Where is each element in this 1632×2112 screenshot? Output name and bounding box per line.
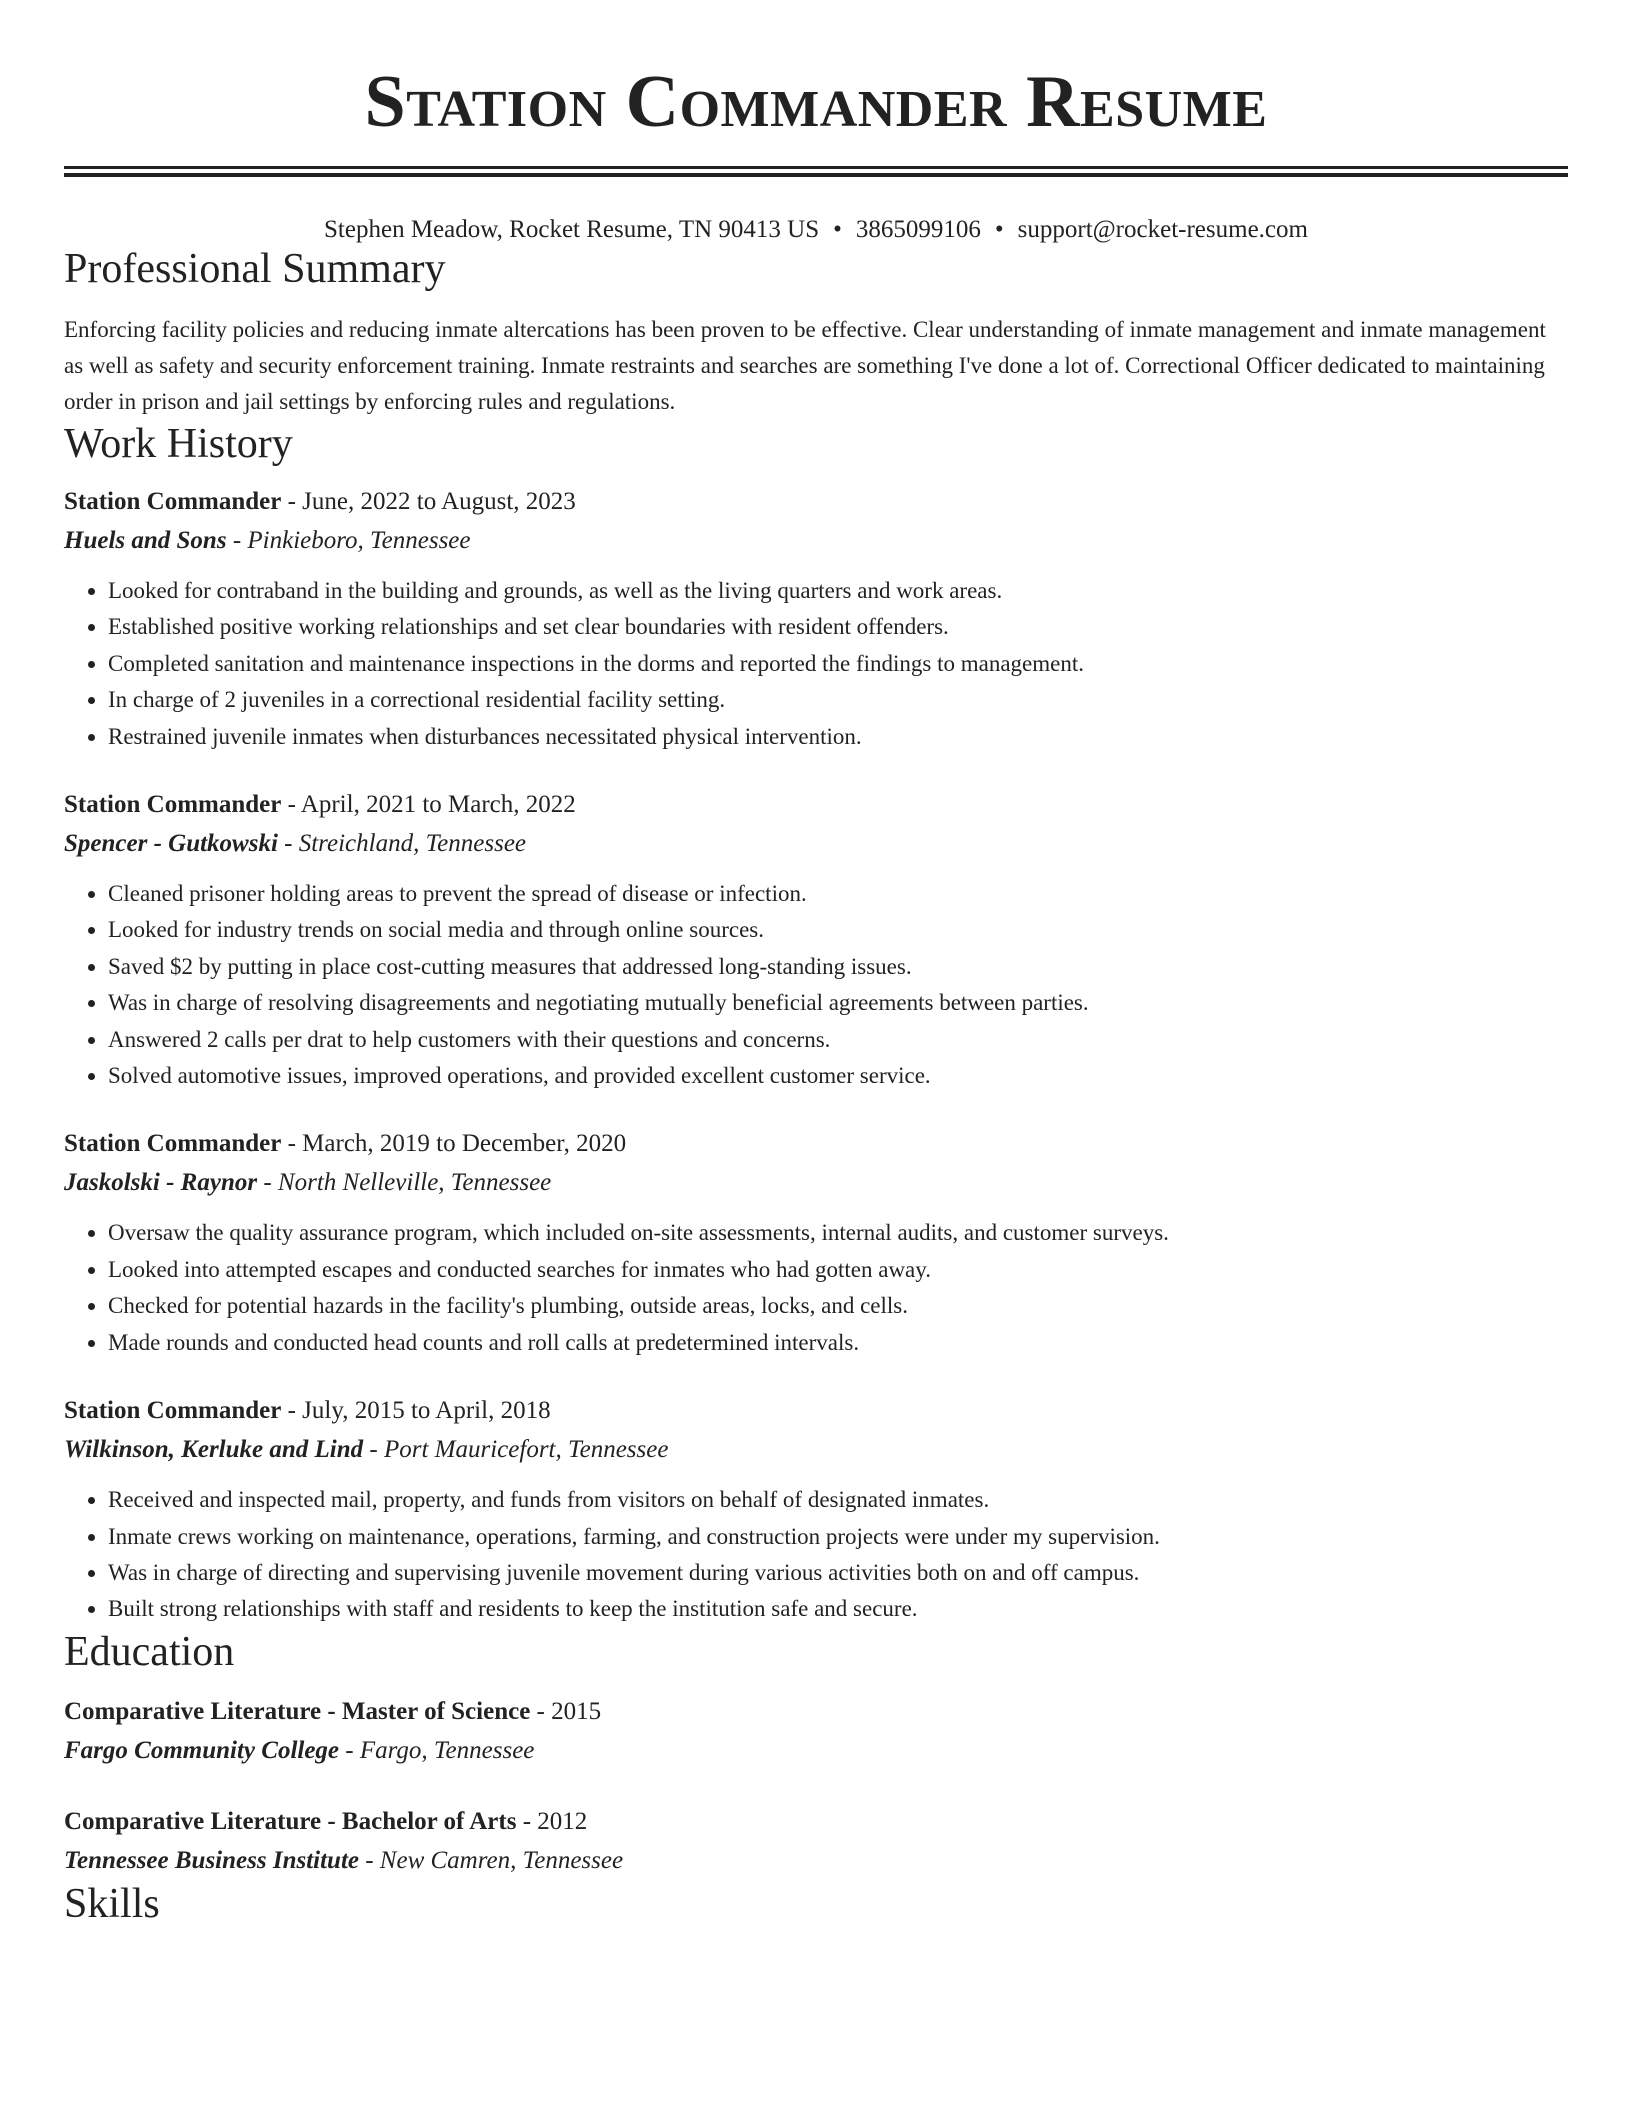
school-location: - New Camren, Tennessee	[365, 1846, 624, 1874]
job-duty-item: • Built strong relationships with staff and residents to keep the institution safe and secure.	[108, 1591, 1568, 1627]
job-duty-item: • In charge of 2 juveniles in a correctional residential facility setting.	[108, 682, 1568, 718]
employer-line	[64, 1164, 1568, 1202]
employer-location: - Port Mauricefort, Tennessee	[369, 1436, 669, 1464]
job-title: Station Commander	[64, 488, 282, 515]
employer-name: Jaskolski - Raynor	[64, 1169, 258, 1197]
job-title-line	[64, 1391, 1568, 1431]
employer-name: Wilkinson, Kerluke and Lind	[64, 1436, 364, 1464]
employer-name: Spencer - Gutkowski	[64, 830, 278, 858]
work-entry	[64, 1391, 1568, 1628]
summary-text: Enforcing facility policies and reducing inmate altercations has been proven to be effective. Clear understanding of inmate management and inmate management as well as safety and security enforcement training. Inmate restraints and searches are something I've done a lot of. Correctional Officer dedicated to maintaining order in prison and jail settings by enforcing rules and regulations.	[64, 317, 1546, 414]
job-dates: - July, 2015 to April, 2018	[287, 1397, 551, 1425]
job-dates: - March, 2019 to December, 2020	[287, 1130, 627, 1158]
job-duty-item: • Completed sanitation and maintenance inspections in the dorms and reported the findings to management.	[108, 646, 1568, 682]
job-duty-item: • Looked for contraband in the building and grounds, as well as the living quarters and work areas.	[108, 573, 1568, 609]
job-duty-item: • Restrained juvenile inmates when disturbances necessitated physical intervention.	[108, 719, 1568, 755]
job-duty-item: • Received and inspected mail, property, and funds from visitors on behalf of designated inmates.	[108, 1482, 1568, 1518]
work-entry	[64, 785, 1568, 1094]
job-dates: - April, 2021 to March, 2022	[287, 791, 576, 819]
employer-location: - Streichland, Tennessee	[284, 830, 527, 858]
job-title-line	[64, 482, 1568, 522]
degree-line	[64, 1692, 1568, 1732]
school-location: - Fargo, Tennessee	[345, 1736, 535, 1764]
degree-year: - 2012	[522, 1807, 588, 1835]
job-duty-item: • Cleaned prisoner holding areas to prevent the spread of disease or infection.	[108, 876, 1568, 912]
summary-heading: Professional Summary	[64, 246, 446, 292]
contact-separator: •	[994, 216, 1004, 243]
employer-line	[64, 1431, 1568, 1469]
degree-year: - 2015	[536, 1697, 602, 1725]
job-duty-item: • Was in charge of resolving disagreements and negotiating mutually beneficial agreements between parties.	[108, 985, 1568, 1021]
work-history-list	[64, 482, 1568, 1628]
resume-title: Station Commander Resume	[364, 61, 1268, 143]
job-title-line	[64, 785, 1568, 825]
job-duty-item: • Answered 2 calls per drat to help customers with their questions and concerns.	[108, 1022, 1568, 1058]
school-line	[64, 1842, 1568, 1880]
job-duty-item: • Established positive working relationships and set clear boundaries with resident offenders.	[108, 609, 1568, 645]
education-list	[64, 1692, 1568, 1880]
school-line	[64, 1732, 1568, 1770]
skills-heading: Skills	[64, 1880, 160, 1927]
job-title: Station Commander	[64, 1397, 282, 1425]
job-title: Station Commander	[64, 791, 282, 819]
job-duties-list	[64, 1215, 1568, 1361]
job-duty-item: • Oversaw the quality assurance program, which included on-site assessments, internal audits, and customer surveys.	[108, 1215, 1568, 1251]
job-duty-item: • Solved automotive issues, improved operations, and provided excellent customer service.	[108, 1058, 1568, 1094]
work-entry	[64, 482, 1568, 755]
contact-phone: 3865099106	[855, 216, 981, 243]
school-name: Fargo Community College	[64, 1736, 340, 1764]
employer-location: - North Nelleville, Tennessee	[263, 1169, 552, 1197]
job-duty-item: • Looked for industry trends on social media and through online sources.	[108, 912, 1568, 948]
employer-line	[64, 825, 1568, 863]
work-entry	[64, 1124, 1568, 1361]
school-name: Tennessee Business Institute	[64, 1846, 359, 1874]
contact-email: support@rocket-resume.com	[1017, 216, 1308, 243]
contact-address: Stephen Meadow, Rocket Resume, TN 90413 US	[324, 216, 820, 243]
education-heading: Education	[64, 1628, 235, 1675]
job-duties-list	[64, 1482, 1568, 1628]
contact-line	[64, 215, 1568, 245]
job-duty-item: • Inmate crews working on maintenance, operations, farming, and construction projects were under my supervision.	[108, 1519, 1568, 1555]
contact-separator: •	[833, 216, 842, 243]
education-entry	[64, 1802, 1568, 1880]
job-duty-item: • Looked into attempted escapes and conducted searches for inmates who had gotten away.	[108, 1252, 1568, 1288]
work-history-heading: Work History	[64, 421, 293, 467]
job-dates: - June, 2022 to August, 2023	[287, 488, 576, 515]
job-duty-item: • Checked for potential hazards in the facility's plumbing, outside areas, locks, and cells.	[108, 1288, 1568, 1324]
job-duty-item: • Saved $2 by putting in place cost-cutting measures that addressed long-standing issues.	[108, 949, 1568, 985]
title-divider	[64, 166, 1568, 177]
resume-page	[64, 0, 1568, 1928]
job-duties-list	[64, 876, 1568, 1094]
job-duty-item: • Was in charge of directing and supervising juvenile movement during various activities both on and off campus.	[108, 1555, 1568, 1591]
job-duties-list	[64, 573, 1568, 755]
employer-name: Huels and Sons	[64, 527, 227, 554]
degree-name: Comparative Literature - Bachelor of Arts	[64, 1807, 517, 1835]
job-title: Station Commander	[64, 1130, 282, 1158]
degree-line	[64, 1802, 1568, 1842]
degree-name: Comparative Literature - Master of Science	[64, 1697, 531, 1725]
job-duty-item: • Made rounds and conducted head counts and roll calls at predetermined intervals.	[108, 1325, 1568, 1361]
employer-line	[64, 522, 1568, 560]
employer-location: - Pinkieboro, Tennessee	[232, 527, 471, 554]
education-entry	[64, 1692, 1568, 1770]
job-title-line	[64, 1124, 1568, 1164]
